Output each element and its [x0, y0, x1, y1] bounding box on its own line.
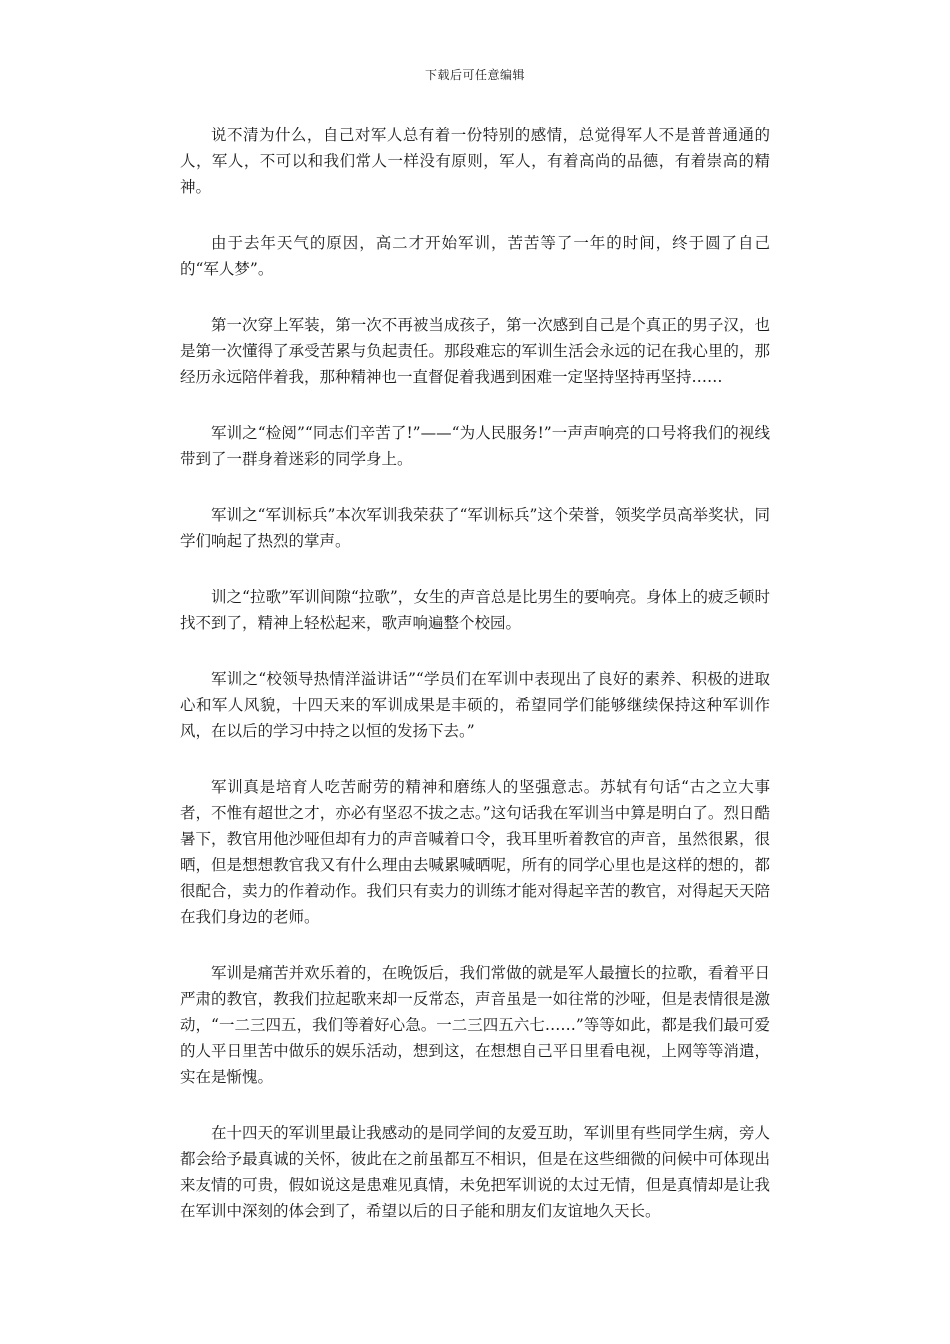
paragraph-2: 由于去年天气的原因，高二才开始军训，苦苦等了一年的时间，终于圆了自己的“军人梦”。: [180, 234, 770, 278]
paragraph-7: 军训之“校领导热情洋溢讲话”“学员们在军训中表现出了良好的素养、积极的进取心和军人风貌，十四天来的军训成果是丰硕的，希望同学们能够继续保持这种军训作风，在以后的学习中持之以恒的发扬下去。”: [180, 670, 770, 740]
paragraph-6: 训之“拉歌”军训间隙“拉歌”，女生的声音总是比男生的要响亮。身体上的疲乏顿时找不到了，精神上轻松起来，歌声响遍整个校园。: [180, 588, 770, 632]
page-header: 下载后可任意编辑: [424, 68, 525, 82]
paragraph-9: 军训是痛苦并欢乐着的，在晚饭后，我们常做的就是军人最擅长的拉歌，看着平日严肃的教官，教我们拉起歌来却一反常态，声音虽是一如往常的沙哑，但是表情很是激动，“一二三四五，我们等着好心急。一二三四五六七……”等等如此，都是我们最可爱的人平日里苦中做乐的娱乐活动，想到这，在想想自己平日里看电视，上网等等消遣，实在是惭愧。: [180, 964, 770, 1086]
paragraph-1: 说不清为什么，自己对军人总有着一份特别的感情，总觉得军人不是普普通通的人，军人，不可以和我们常人一样没有原则，军人，有着高尚的品德，有着崇高的精神。: [180, 126, 770, 196]
document-body: [180, 122, 770, 1254]
paragraph-4: 军训之“检阅”“同志们辛苦了!”——“为人民服务!”一声声响亮的口号将我们的视线带到了一群身着迷彩的同学身上。: [180, 424, 770, 468]
paragraph-3: 第一次穿上军装，第一次不再被当成孩子，第一次感到自己是个真正的男子汉，也是第一次懂得了承受苦累与负起责任。那段难忘的军训生活会永远的记在我心里的，那经历永远陪伴着我，那种精神也一直督促着我遇到困难一定坚持坚持再坚持……: [180, 316, 770, 386]
paragraph-8: 军训真是培育人吃苦耐劳的精神和磨练人的坚强意志。苏轼有句话“古之立大事者，不惟有超世之才，亦必有坚忍不拔之志。”这句话我在军训当中算是明白了。烈日酷暑下，教官用他沙哑但却有力的声音喊着口令，我耳里听着教官的声音，虽然很累，很晒，但是想想教官我又有什么理由去喊累喊晒呢，所有的同学心里也是这样的想的，都很配合，卖力的作着动作。我们只有卖力的训练才能对得起辛苦的教官，对得起天天陪在我们身边的老师。: [180, 778, 770, 926]
paragraph-10: 在十四天的军训里最让我感动的是同学间的友爱互助，军训里有些同学生病，旁人都会给予最真诚的关怀，彼此在之前虽都互不相识，但是在这些细微的问候中可体现出来友情的可贵，假如说这是患难见真情，未免把军训说的太过无情，但是真情却是让我在军训中深刻的体会到了，希望以后的日子能和朋友们友谊地久天长。: [180, 1124, 770, 1220]
paragraph-5: 军训之“军训标兵”本次军训我荣获了“军训标兵”这个荣誉，领奖学员高举奖状，同学们响起了热烈的掌声。: [180, 506, 770, 550]
